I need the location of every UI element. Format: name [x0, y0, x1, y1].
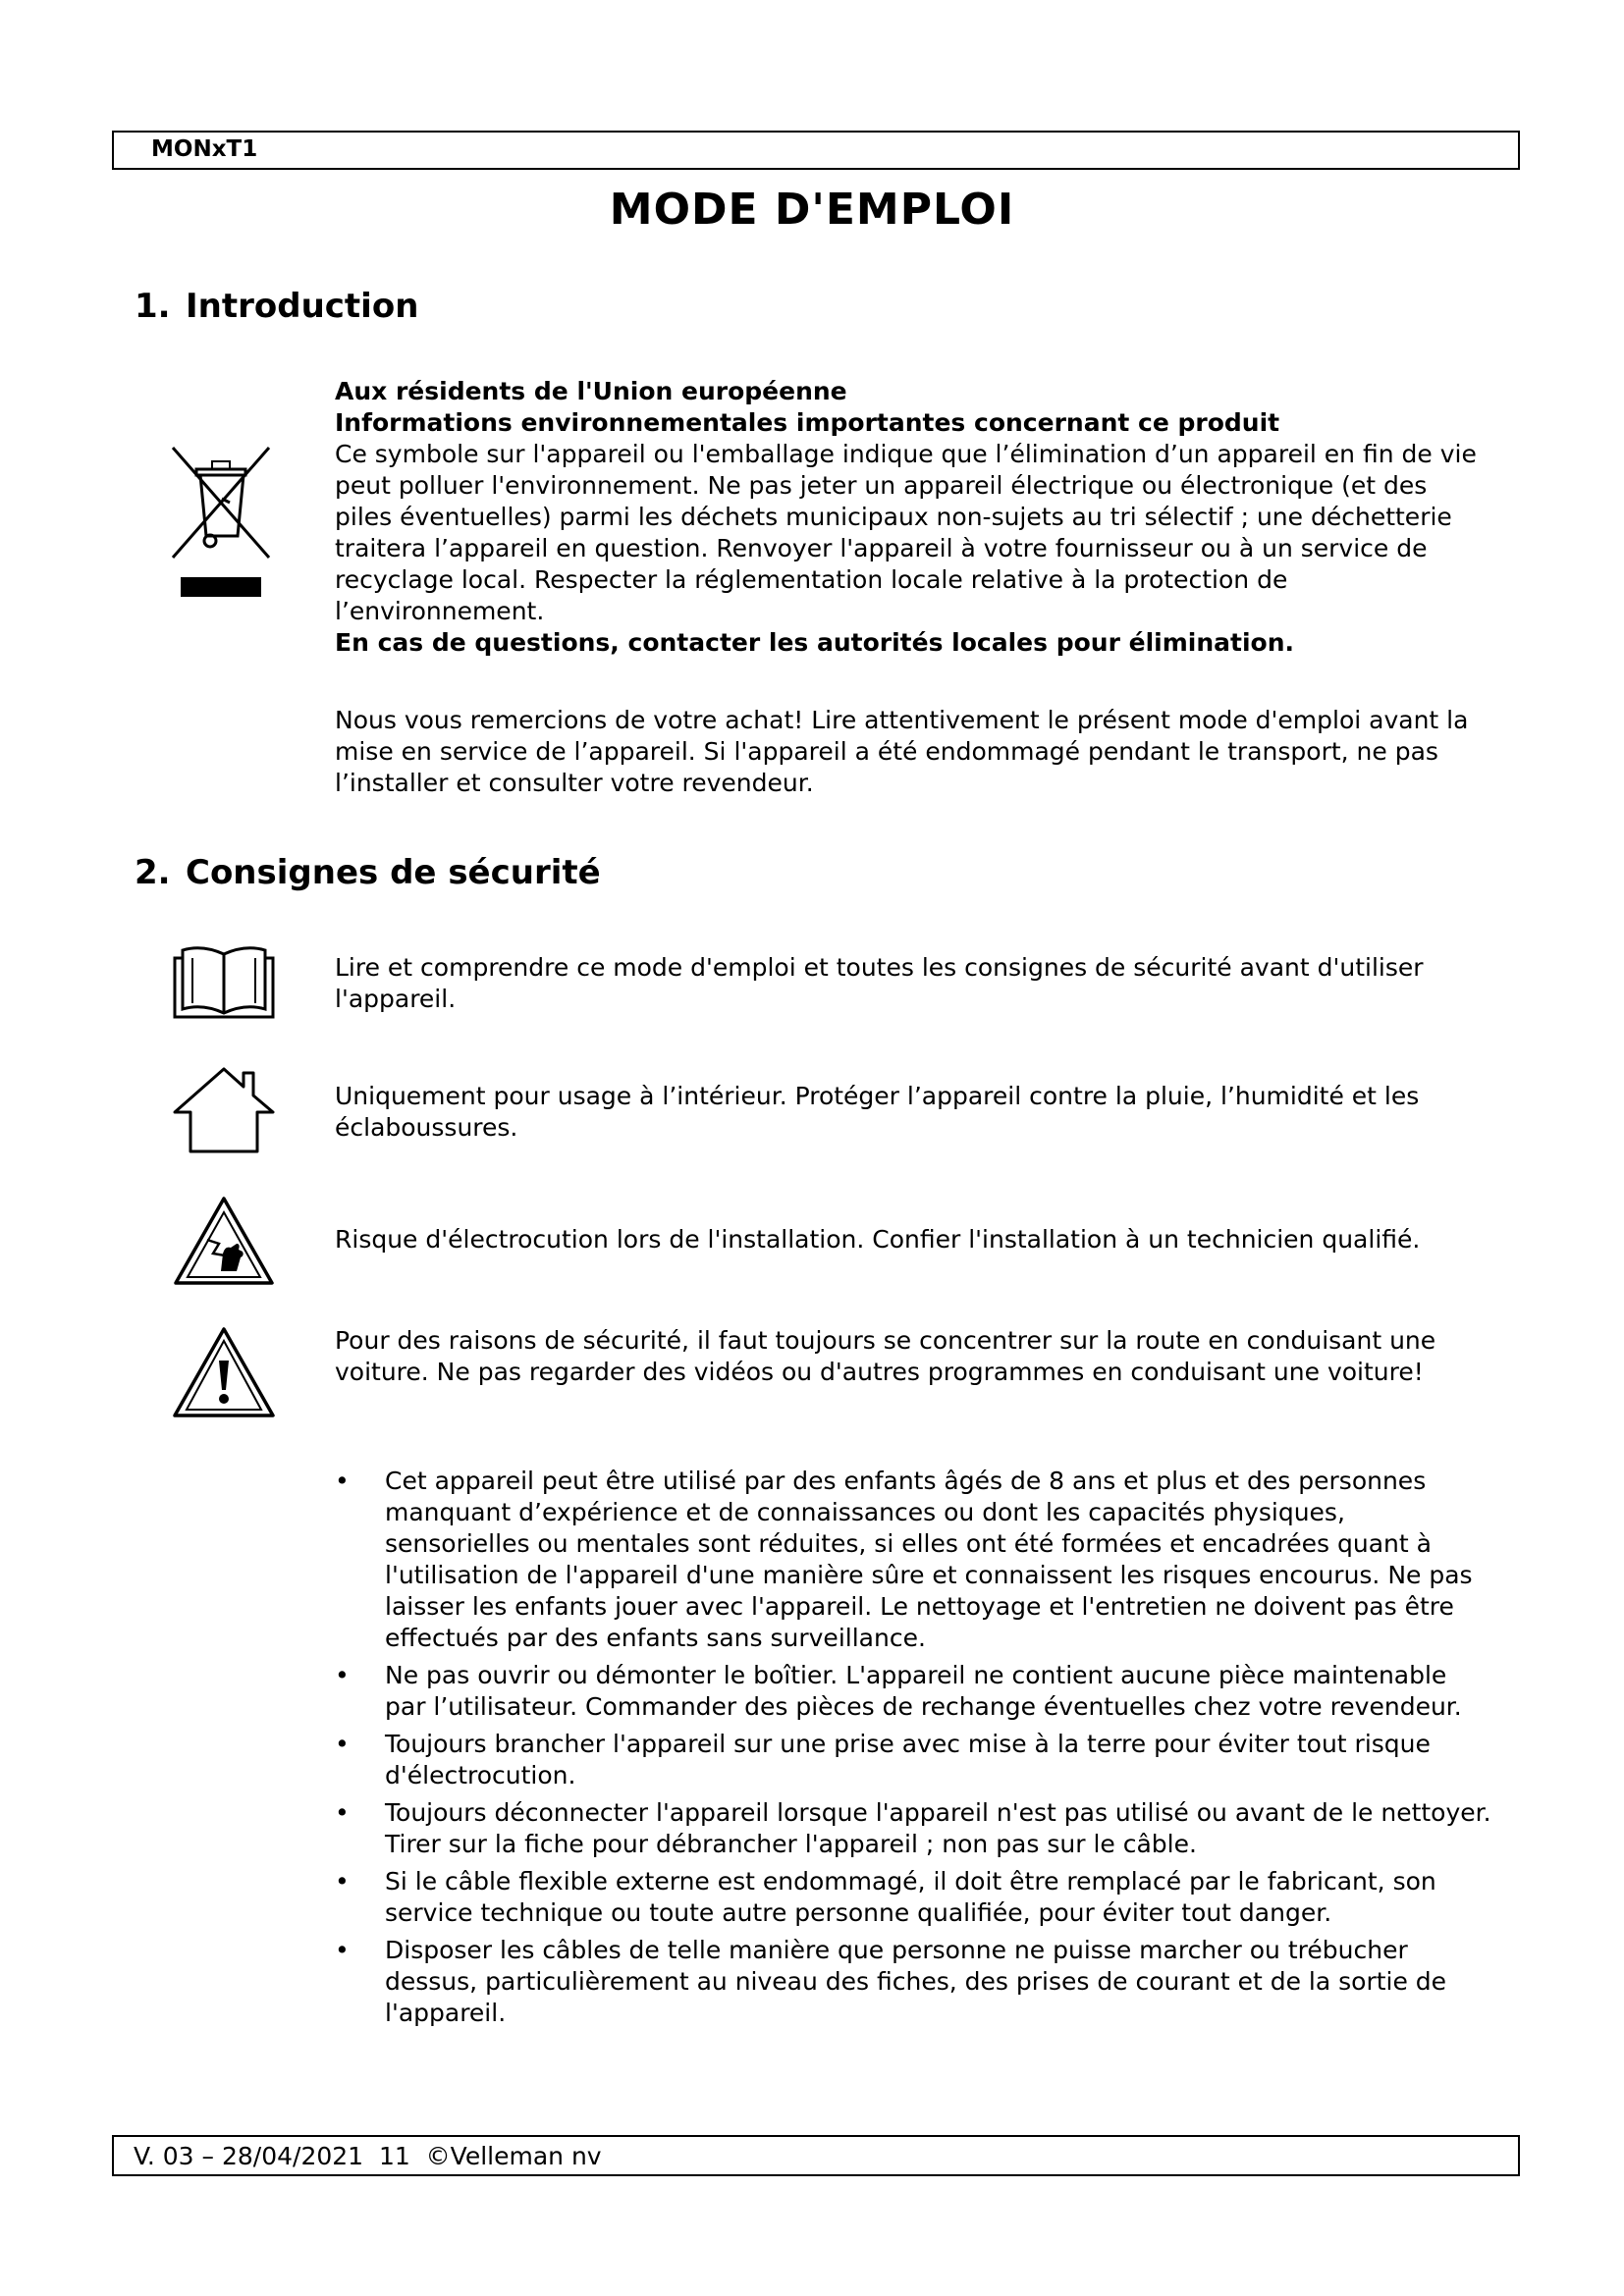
electrocution-warning-icon — [172, 1195, 276, 1287]
list-item: • Si le câble flexible externe est endommagé, il doit être remplacé par le fabricant, son service technique ou toute autre personne qualifiée, pour éviter tout danger. — [335, 1866, 1493, 1929]
section-1-title: Introduction — [186, 287, 419, 326]
book-item-text: Lire et comprendre ce mode d'emploi et toutes les consignes de sécurité avant d'utiliser l'appareil. — [335, 953, 1424, 1013]
house-item-text: Uniquement pour usage à l’intérieur. Protéger l’appareil contre la pluie, l’humidité et les éclaboussures. — [335, 1082, 1420, 1142]
section-2-title: Consignes de sécurité — [186, 853, 601, 892]
list-item: • Toujours déconnecter l'appareil lorsque l'appareil n'est pas utilisé ou avant de le nettoyer. Tirer sur la fiche pour débrancher l'appareil ; non pas sur le câble. — [335, 1797, 1493, 1860]
driving-warning-text: Pour des raisons de sécurité, il faut toujours se concentrer sur la route en conduisant une voiture. Ne pas regarder des vidéos ou d'autres programmes en conduisant une voiture! — [335, 1326, 1436, 1386]
electrocution-item-text: Risque d'électrocution lors de l'installation. Confier l'installation à un technicien qualifié. — [335, 1225, 1421, 1254]
thank-you-paragraph: Nous vous remercions de votre achat! Lire attentivement le présent mode d'emploi avant la mise en service de l’appareil. Si l'appareil a été endommagé pendant le transport, ne pas l’installer et consulter votre revendeur. — [335, 706, 1469, 797]
house-icon — [171, 1065, 277, 1155]
footer-version-text: V. 03 – 28/04/2021 11 ©Velleman nv — [134, 2142, 602, 2170]
list-item: • Cet appareil peut être utilisé par des enfants âgés de 8 ans et plus et des personnes manquant d’expérience et de connaissances ou dont les capacités physiques, sensorielles ou mentales sont réduites, si elles ont été formées et encadrées quant à l'utilisation de l'appareil d'une manière sûre et connaissent les risques encourus. Ne pas laisser les enfants jouer avec l'appareil. Le nettoyage et l'entretien ne doivent pas être effectués par des enfants sans surveillance. — [335, 1466, 1493, 1654]
section-1-number: 1. — [135, 287, 171, 326]
safety-bullet-list — [335, 1466, 1493, 2035]
eu-residents-heading: Aux résidents de l'Union européenne — [335, 377, 847, 405]
section-2-number: 2. — [135, 853, 171, 892]
section-2-heading — [135, 853, 601, 892]
weee-bin-icon — [167, 442, 275, 599]
footer-box — [112, 2135, 1520, 2176]
environment-info-heading: Informations environnementales importantes concernant ce produit — [335, 408, 1280, 437]
weee-notice — [335, 376, 1484, 659]
list-item: • Toujours brancher l'appareil sur une prise avec mise à la terre pour éviter tout risque d'électrocution. — [335, 1729, 1493, 1791]
book-icon — [173, 940, 275, 1021]
exclamation-warning-icon — [171, 1325, 277, 1419]
section-1-heading — [135, 287, 418, 326]
page-title: MODE D'EMPLOI — [609, 185, 1015, 235]
list-item: • Disposer les câbles de telle manière que personne ne puisse marcher ou trébucher dessus, particulièrement au niveau des fiches, des prises de courant et de la sortie de l'appareil. — [335, 1935, 1493, 2029]
list-item: • Ne pas ouvrir ou démonter le boîtier. L'appareil ne contient aucune pièce maintenable par l’utilisateur. Commander des pièces de rechange éventuelles chez votre revendeur. — [335, 1660, 1493, 1723]
model-name: MONxT1 — [151, 136, 258, 162]
questions-notice: En cas de questions, contacter les autorités locales pour élimination. — [335, 628, 1294, 657]
weee-paragraph: Ce symbole sur l'appareil ou l'emballage indique que l’élimination d’un appareil en fin de vie peut polluer l'environnement. Ne pas jeter un appareil électrique ou électronique (et des piles éventuelles) parmi les déchets municipaux non-sujets au tri sélectif ; une déchetterie traitera l’appareil en question. Renvoyer l'appareil à votre fournisseur ou à un service de recyclage local. Respecter la réglementation locale relative à la protection de l’environnement. — [335, 440, 1477, 625]
header-box — [112, 131, 1520, 170]
